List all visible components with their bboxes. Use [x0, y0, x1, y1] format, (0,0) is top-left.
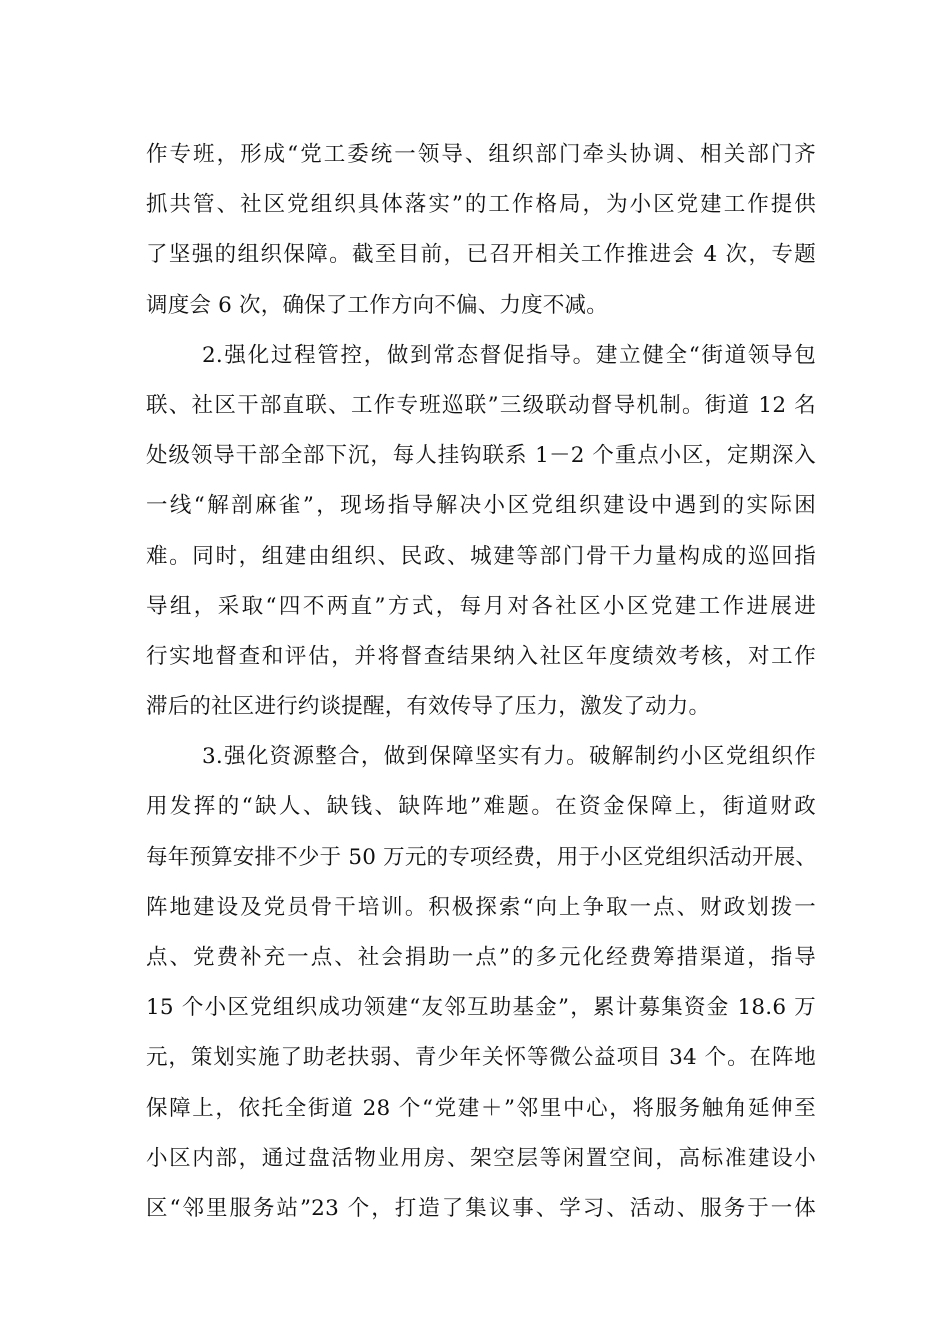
paragraph-line: 难。同时，组建由组织、民政、城建等部门骨干力量构成的巡回指	[146, 543, 816, 569]
paragraph-line: 行实地督查和评估，并将督查结果纳入社区年度绩效考核，对工作	[146, 643, 816, 669]
paragraph-2	[146, 331, 816, 733]
paragraph-line: 点、党费补充一点、社会捐助一点”的多元化经费筹措渠道，指导	[146, 945, 816, 970]
paragraph-3	[146, 732, 816, 1234]
paragraph-line: 阵地建设及党员骨干培训。积极探索“向上争取一点、财政划拨一	[146, 894, 816, 920]
paragraph-line: 15 个小区党组织成功领建“友邻互助基金”，累计募集资金 18.6 万	[146, 995, 816, 1021]
paragraph-line: 抓共管、社区党组织具体落实”的工作格局，为小区党建工作提供	[146, 192, 816, 218]
paragraph-line: 2.强化过程管控，做到常态督促指导。建立健全“街道领导包	[202, 342, 816, 368]
document-body	[146, 130, 816, 1234]
paragraph-line: 导组，采取“四不两直”方式，每月对各社区小区党建工作进展进	[146, 593, 816, 619]
paragraph-line: 滞后的社区进行约谈提醒，有效传导了压力，激发了动力。	[146, 694, 711, 720]
paragraph-line: 用发挥的“缺人、缺钱、缺阵地”难题。在资金保障上，街道财政	[146, 794, 816, 820]
paragraph-1	[146, 130, 816, 331]
paragraph-line: 作专班，形成“党工委统一领导、组织部门牵头协调、相关部门齐	[146, 142, 816, 167]
paragraph-line: 调度会 6 次，确保了工作方向不偏、力度不减。	[146, 292, 608, 318]
paragraph-line: 一线“解剖麻雀”，现场指导解决小区党组织建设中遇到的实际困	[146, 493, 816, 519]
paragraph-line: 处级领导干部全部下沉，每人挂钩联系 1－2 个重点小区，定期深入	[146, 443, 816, 469]
paragraph-line: 每年预算安排不少于 50 万元的专项经费，用于小区党组织活动开展、	[146, 844, 818, 870]
paragraph-line: 了坚强的组织保障。截至目前，已召开相关工作推进会 4 次，专题	[146, 242, 816, 268]
paragraph-line: 元，策划实施了助老扶弱、青少年关怀等微公益项目 34 个。在阵地	[146, 1045, 816, 1071]
paragraph-line: 联、社区干部直联、工作专班巡联”三级联动督导机制。街道 12 名	[146, 392, 816, 418]
paragraph-line: 保障上，依托全街道 28 个“党建＋”邻里中心，将服务触角延伸至	[146, 1095, 816, 1121]
paragraph-line: 3.强化资源整合，做到保障坚实有力。破解制约小区党组织作	[202, 744, 816, 770]
paragraph-line: 小区内部，通过盘活物业用房、架空层等闲置空间，高标准建设小	[146, 1145, 816, 1171]
paragraph-line: 区“邻里服务站”23 个，打造了集议事、学习、活动、服务于一体	[146, 1195, 816, 1221]
